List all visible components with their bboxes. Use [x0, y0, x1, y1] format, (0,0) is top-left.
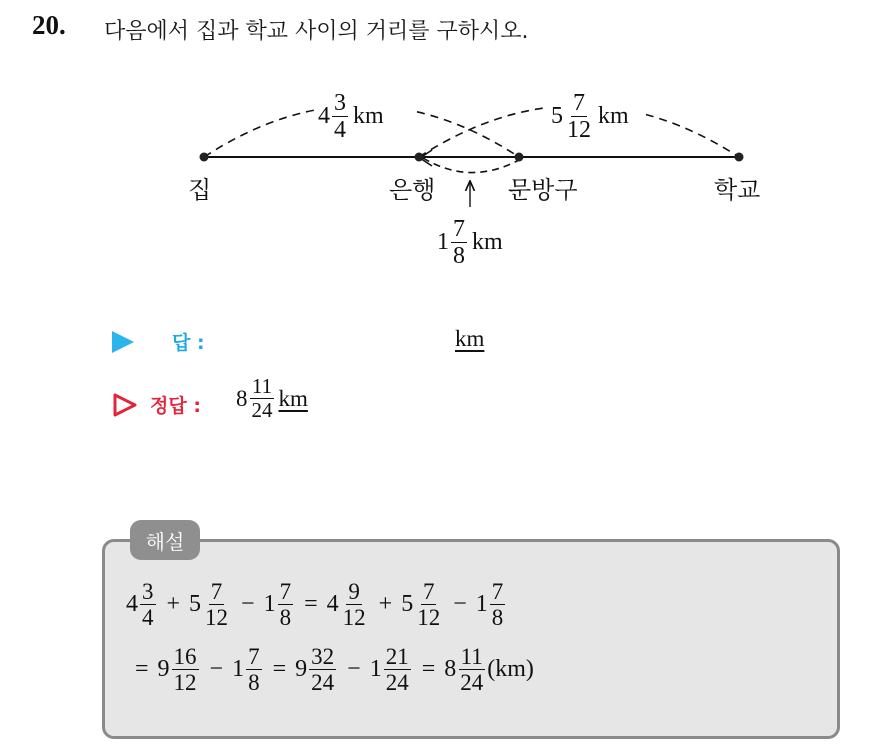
- equation-line-2: [126, 645, 534, 694]
- explanation-tab: 해설: [130, 520, 200, 560]
- mixed-number: 5 $\frac{7}{12}$: [401, 579, 441, 630]
- point-home: [200, 153, 209, 162]
- operator: =: [421, 656, 436, 682]
- correct-answer-value: 8 $\frac{11}{24}$ km: [236, 374, 308, 422]
- explanation-box: [102, 539, 840, 739]
- outline-play-icon: [112, 392, 138, 418]
- operator: −: [209, 656, 224, 682]
- arc-label-home-stationery: 4 $\frac{3}{4}$ km: [318, 90, 384, 143]
- play-icon: [112, 331, 134, 353]
- answer-row: [112, 328, 205, 355]
- operator: +: [166, 591, 181, 617]
- answer-label: 답 :: [172, 332, 205, 354]
- label-school: 학교: [714, 176, 761, 204]
- overlap-label: 1 $\frac{7}{8}$ km: [437, 216, 503, 269]
- mixed-number: 9 $\frac{32}{24}$: [295, 644, 335, 695]
- mixed-number: 4 $\frac{9}{12}$: [326, 579, 366, 630]
- operator: =: [304, 591, 318, 617]
- mixed-number: 1 $\frac{7}{8}$: [263, 579, 292, 630]
- mixed-number: 1 $\frac{7}{8}$: [475, 579, 504, 630]
- operator: −: [453, 591, 467, 617]
- operator: +: [378, 591, 393, 617]
- operator: =: [135, 656, 149, 682]
- mixed-number: 9 $\frac{16}{12}$: [157, 644, 197, 695]
- operator: =: [272, 656, 287, 682]
- arc-label-bank-school: 5 $\frac{7}{12}$ km: [551, 90, 629, 143]
- unit-text: (km): [487, 656, 534, 682]
- question-text: 다음에서 집과 학교 사이의 거리를 구하시오.: [104, 19, 529, 44]
- point-stationery: [515, 153, 524, 162]
- answer-unit: km: [455, 326, 485, 351]
- point-school: [735, 153, 744, 162]
- mixed-number: 8 $\frac{11}{24}$: [444, 644, 484, 695]
- label-stationery: 문방구: [508, 176, 578, 204]
- correct-answer-row: [112, 391, 201, 418]
- point-bank: [415, 153, 424, 162]
- label-bank: 은행: [389, 176, 436, 204]
- label-home: 집: [188, 176, 212, 204]
- equation-line-1: [126, 580, 507, 629]
- question-number: 20.: [32, 10, 66, 40]
- overlap-dash: [423, 158, 519, 173]
- mixed-number: 4 $\frac{3}{4}$: [126, 579, 154, 630]
- mixed-number: 1 $\frac{21}{24}$: [369, 644, 409, 695]
- operator: −: [347, 656, 361, 682]
- operator: −: [241, 591, 255, 617]
- correct-answer-label: 정답 :: [150, 395, 201, 417]
- mixed-number: 5 $\frac{7}{12}$: [189, 579, 229, 630]
- mixed-number: 1 $\frac{7}{8}$: [232, 644, 260, 695]
